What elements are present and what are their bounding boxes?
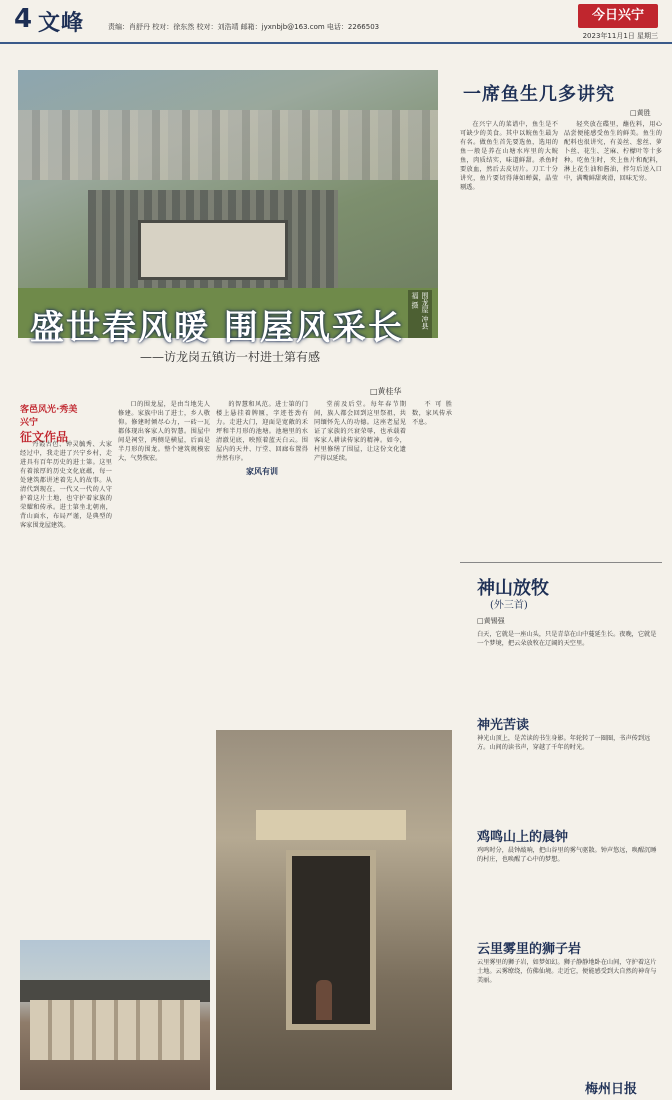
- masthead: [0, 0, 672, 44]
- column-subheading: 家风有训: [246, 466, 278, 476]
- newspaper-logo: 今日兴宁: [578, 4, 658, 28]
- hero-aerial-photo: [18, 70, 438, 338]
- promo-line-1: 客邑风光·秀美兴宁: [20, 405, 78, 428]
- poem-2-text: 神光山顶上，是苦读的书生身影。年轮转了一圈圈，书声传到远方。山间的读书声，穿越了千年的时光。: [477, 735, 651, 751]
- gate-photo: [216, 730, 452, 1090]
- right-article-column-1: 在兴宁人的菜谱中，鱼生是不可缺少的美食。其中以鲩鱼生最为有名。做鱼生首先要选鱼，选用的鱼一般是养在山塘水库里的大鲩鱼，肉质结实，味道鲜甜。杀鱼时要放血，然后去皮切片。刀工十分讲究，鱼片要切得薄如蝉翼，晶莹剔透。: [460, 121, 558, 191]
- article-column-2: 口的围龙屋，是由当地先人修建。家族中出了进士，乡人敬仰。修建时倾尽心力，一砖一瓦都体现出客家人的智慧。围屋中间是祠堂，两侧是横屋，后面是半月形的围龙。整个建筑规模宏大，气势恢宏。: [118, 401, 210, 462]
- courtyard: [138, 220, 288, 280]
- poem-1-text: 白天，它就是一座山头，只是青草在山中蔓延生长。夜晚，它就是一个梦境，把云朵放牧在辽阔的天空里。: [477, 631, 657, 647]
- poem-title: 神山放牧: [477, 578, 549, 599]
- poem-2-heading: 神光苦读: [477, 718, 530, 733]
- footer-logo: 梅州日报: [585, 1082, 638, 1097]
- article-column-5: 不可胜数，家风传承不息。: [412, 401, 452, 426]
- village-houses: [18, 110, 438, 180]
- photo-caption: 围龙屋 冲县福 摄: [408, 290, 432, 338]
- article-column-3: 的智慧和风范。进士第的门楼上悬挂着牌匾，字迹苍劲有力。走进大门，迎面是宽敞的禾坪和半月形的池塘。池塘里的水清澈见底，映照着蓝天白云。围屋内的天井、厅堂、回廊布置得井然有序。 家风有训: [216, 401, 308, 476]
- issue-date: 2023年11月1日 星期三: [582, 32, 658, 40]
- page-number: 4: [14, 4, 33, 34]
- main-byline: □黄桂华: [370, 387, 402, 396]
- roof-line: [20, 980, 210, 1002]
- main-headline: 盛世春风暖 围屋风采长: [30, 308, 404, 348]
- promo-line-2: 征文作品: [20, 430, 69, 444]
- poem-4-text: 云里雾里的狮子岩，如梦如幻。狮子静静地卧在山间，守护着这片土地。云雾缭绕，仿佛仙境。走近它，便能感受到大自然的神奇与美丽。: [477, 959, 657, 984]
- article-column-4: 堂前及后堂。每年春节期间，族人都会回到这里祭祖，共同缅怀先人的功德。这座老屋见证了家族的兴衰荣辱，也承载着客家人耕读传家的精神。如今，村里修缮了围屋，让这份文化遗产得以延续。: [314, 401, 406, 462]
- village-photo: [20, 940, 210, 1090]
- house-wall: [30, 1000, 200, 1060]
- gate-lintel: [256, 810, 406, 840]
- poem-byline: □黄锡强: [477, 617, 505, 625]
- right-article-column-2: 轻夹放在碟里，蘸佐料，用心品尝便能感受鱼生的鲜美。鱼生的配料也很讲究，有姜丝、葱丝、萝卜丝、花生、芝麻、柠檬叶等十多种。吃鱼生时，夹上鱼片和配料，淋上花生油和酱油，拌匀后送入口中，满嘴鲜甜爽滑，回味无穷。: [564, 121, 662, 182]
- main-subtitle: ——访龙岗五镇访一村进士第有感: [140, 350, 321, 364]
- article-column-1: 丹霞古色、钟灵毓秀、大家经过中，我走进了兴宁乡村，走进具有百年历史的进士第。这里有着浓厚的历史文化底蕴，每一处建筑都讲述着先人的故事。从清代到现在，一代又一代的人守护着这片土地，也守护着家族的荣耀和传承。进士第坐北朝南，背山面水，布局严谨，是典型的客家围龙屋建筑。: [20, 441, 112, 529]
- poem-3-heading: 鸡鸣山上的晨钟: [477, 830, 569, 845]
- right-article-byline: □黄胜: [630, 109, 651, 117]
- editor-credits: 责编：肖舒丹 校对：徐东然 校对：刘浩靖 邮箱：jyxnbjb@163.com 电话：2266503: [108, 23, 380, 31]
- poem-subtitle: (外三首): [490, 600, 528, 611]
- column-promo: [20, 402, 80, 444]
- poem-3-text: 鸡鸣时分，晨钟敲响，把山谷里的雾气驱散。钟声悠远，唤醒沉睡的村庄，也唤醒了心中的梦想。: [477, 847, 657, 863]
- right-article-title: 一席鱼生几多讲究: [463, 84, 615, 105]
- poem-4-heading: 云里雾里的狮子岩: [477, 942, 582, 957]
- section-name: 文峰: [38, 10, 85, 36]
- person-figure: [316, 980, 332, 1020]
